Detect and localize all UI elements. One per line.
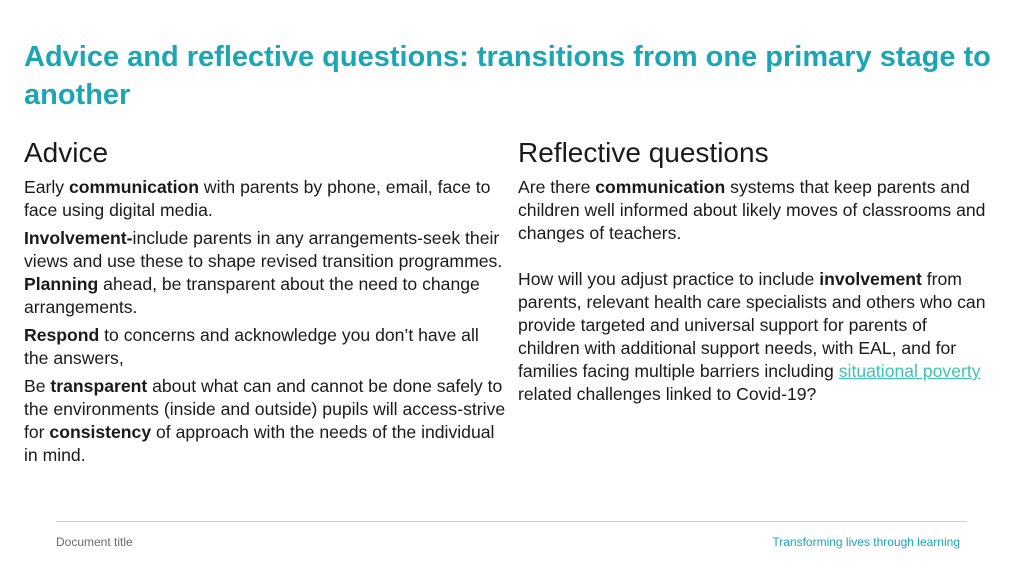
advice-paragraph-involvement: Involvement-include parents in any arrangements-seek their views and use these to shape revised transition programmes. Planning ahead, be transparent about the need to change arrangements. — [24, 228, 503, 317]
page-title: Advice and reflective questions: transitions from one primary stage to another — [24, 41, 991, 111]
situational-poverty-link[interactable]: situational poverty — [838, 361, 981, 381]
reflective-questions-heading: Reflective questions — [518, 137, 769, 168]
footer-tagline: Transforming lives through learning — [772, 535, 960, 549]
reflective-question-involvement: How will you adjust practice to include involvement from parents, relevant health care specialists and others who can provide targeted and universal support for parents of children with additional support needs, with EAL, and for families facing multiple barriers including situational poverty related challenges linked to Covid-19? — [518, 269, 986, 404]
footer-document-title: Document title — [56, 535, 133, 549]
reflective-questions-column — [518, 136, 988, 411]
footer-divider — [56, 521, 967, 522]
advice-heading: Advice — [24, 137, 109, 168]
reflective-question-communication: Are there communication systems that keep parents and children well informed about likely moves of classrooms and changes of teachers. — [518, 177, 986, 243]
advice-paragraph-communication: Early communication with parents by phone, email, face to face using digital media. — [24, 177, 491, 220]
advice-column — [24, 136, 506, 472]
advice-paragraph-transparent: Be transparent about what can and cannot be done safely to the environments (inside and outside) pupils will access-strive for consistency of approach with the needs of the individual in mind. — [24, 376, 506, 465]
advice-paragraph-respond: Respond to concerns and acknowledge you don’t have all the answers, — [24, 325, 479, 368]
